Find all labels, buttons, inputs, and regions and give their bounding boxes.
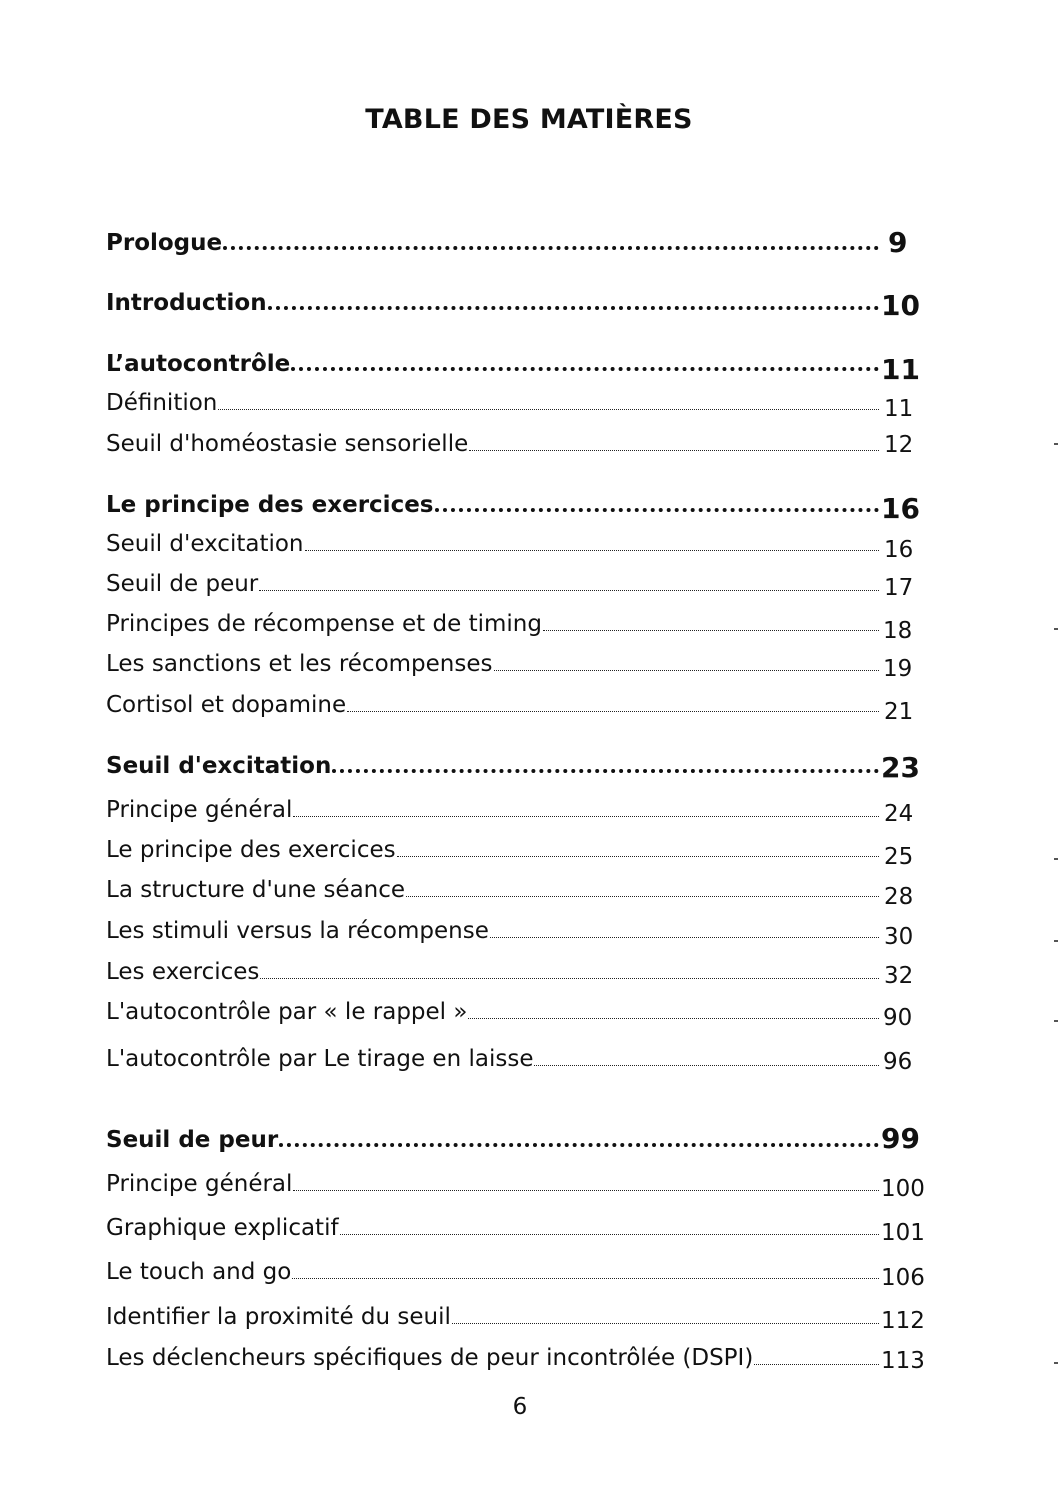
toc-entry <box>106 793 880 823</box>
edge-mark <box>1054 443 1058 445</box>
toc-entry-main <box>106 747 880 779</box>
dot-leader <box>292 1278 879 1279</box>
toc-entry-label: Prologue <box>106 230 223 256</box>
toc-page-number: 11 <box>881 353 920 386</box>
toc-page-number: 25 <box>884 844 914 870</box>
toc-entry-label: Le principe des exercices <box>106 492 434 518</box>
toc-entry-label: Les stimuli versus la récompense <box>106 918 489 944</box>
toc-entry-label: L'autocontrôle par « le rappel » <box>106 999 468 1025</box>
toc-entry-main <box>106 345 880 377</box>
toc-entry <box>106 386 880 416</box>
toc-entry <box>106 567 880 597</box>
dot-leader <box>305 550 880 551</box>
toc-entry-main <box>106 224 880 256</box>
dot-leader <box>293 816 879 817</box>
dot-leader <box>494 670 880 671</box>
edge-mark <box>1054 1362 1058 1364</box>
dot-leader <box>435 508 880 512</box>
toc-entry <box>106 1167 880 1197</box>
toc-entry <box>106 647 880 677</box>
toc-entry-label: L'autocontrôle par Le tirage en laisse <box>106 1046 534 1072</box>
toc-entry-label: Graphique explicatif <box>106 1215 339 1241</box>
edge-mark <box>1054 858 1058 860</box>
toc-page-number: 100 <box>881 1176 925 1202</box>
dot-leader <box>490 937 879 938</box>
toc-page-number: 106 <box>881 1265 925 1291</box>
dot-leader <box>397 856 879 857</box>
toc-page-number: 112 <box>881 1308 925 1334</box>
dot-leader <box>279 1143 879 1147</box>
dot-leader <box>223 246 879 250</box>
toc-entry-label: Les déclencheurs spécifiques de peur incontrôlée (DSPI) <box>106 1345 754 1371</box>
dot-leader <box>347 711 879 712</box>
toc-page-number: 17 <box>884 575 914 601</box>
toc-entry-label: Définition <box>106 390 218 416</box>
toc-page-number: 18 <box>883 618 913 644</box>
toc-entry <box>106 995 880 1025</box>
toc-entry <box>106 1300 880 1330</box>
toc-page-number: 30 <box>884 924 914 950</box>
toc-entry <box>106 527 880 557</box>
dot-leader <box>291 367 879 371</box>
toc-entry-label: Seuil d'homéostasie sensorielle <box>106 431 469 457</box>
toc-entry-main <box>106 486 880 518</box>
dot-leader <box>293 1190 879 1191</box>
toc-entry-label: Seuil d'excitation <box>106 753 332 779</box>
toc-page-number: 101 <box>881 1220 925 1246</box>
toc-page-number: 23 <box>881 751 920 784</box>
toc-entry-label: Seuil de peur <box>106 571 259 597</box>
toc-entry-label: Le principe des exercices <box>106 837 396 863</box>
toc-entry-label: Seuil d'excitation <box>106 531 304 557</box>
toc-page-number: 11 <box>884 396 914 422</box>
dot-leader <box>754 1364 879 1365</box>
edge-mark <box>1054 940 1058 942</box>
dot-leader <box>218 409 879 410</box>
dot-leader <box>534 1065 879 1066</box>
toc-entry <box>106 688 880 718</box>
toc-entry-label: Principe général <box>106 797 293 823</box>
dot-leader <box>543 630 879 631</box>
dot-leader <box>260 978 879 979</box>
toc-page-number: 16 <box>884 537 914 563</box>
page-title: TABLE DES MATIÈRES <box>365 104 693 135</box>
toc-entry-label: Principe général <box>106 1171 293 1197</box>
toc-entry-label: L’autocontrôle <box>106 351 291 377</box>
toc-page-number: 12 <box>884 432 914 458</box>
toc-entry-label: Seuil de peur <box>106 1127 279 1153</box>
toc-page-number: 32 <box>884 963 914 989</box>
toc-page-number: 21 <box>884 699 914 725</box>
toc-entry <box>106 955 880 985</box>
toc-entry <box>106 873 880 903</box>
dot-leader <box>259 590 879 591</box>
toc-entry-label: Les exercices <box>106 959 260 985</box>
toc-entry-label: Introduction <box>106 290 267 316</box>
footer-page-number: 6 <box>512 1394 528 1420</box>
toc-entry-label: Identifier la proximité du seuil <box>106 1304 451 1330</box>
toc-page-number: 28 <box>884 884 914 910</box>
dot-leader <box>468 1018 879 1019</box>
toc-page-number: 90 <box>883 1005 913 1031</box>
toc-page-number: 16 <box>881 492 920 525</box>
toc-page-number: 19 <box>883 656 913 682</box>
dot-leader <box>340 1234 879 1235</box>
toc-entry-main <box>106 1121 880 1153</box>
edge-mark <box>1054 1020 1058 1022</box>
dot-leader <box>452 1323 879 1324</box>
toc-page-number: 99 <box>881 1122 920 1155</box>
edge-mark <box>1054 628 1058 630</box>
toc-entry <box>106 914 880 944</box>
dot-leader <box>268 306 879 310</box>
toc-entry-label: Cortisol et dopamine <box>106 692 347 718</box>
toc-entry-label: La structure d'une séance <box>106 877 406 903</box>
toc-entry <box>106 1211 880 1241</box>
toc-entry <box>106 1255 880 1285</box>
toc-page-number: 96 <box>883 1049 913 1075</box>
toc-entry <box>106 1341 880 1371</box>
toc-page-number: 9 <box>888 226 908 259</box>
toc-entry <box>106 427 880 457</box>
toc-page-number: 113 <box>881 1348 925 1374</box>
dot-leader <box>406 896 879 897</box>
toc-page-number: 24 <box>884 801 914 827</box>
toc-entry <box>106 607 880 637</box>
toc-entry-label: Le touch and go <box>106 1259 292 1285</box>
dot-leader <box>469 450 879 451</box>
toc-entry-main <box>106 284 880 316</box>
toc-entry <box>106 1042 880 1072</box>
toc-entry-label: Principes de récompense et de timing <box>106 611 542 637</box>
toc-page-number: 10 <box>881 289 920 322</box>
toc-entry-label: Les sanctions et les récompenses <box>106 651 493 677</box>
toc-entry <box>106 833 880 863</box>
dot-leader <box>332 769 879 773</box>
